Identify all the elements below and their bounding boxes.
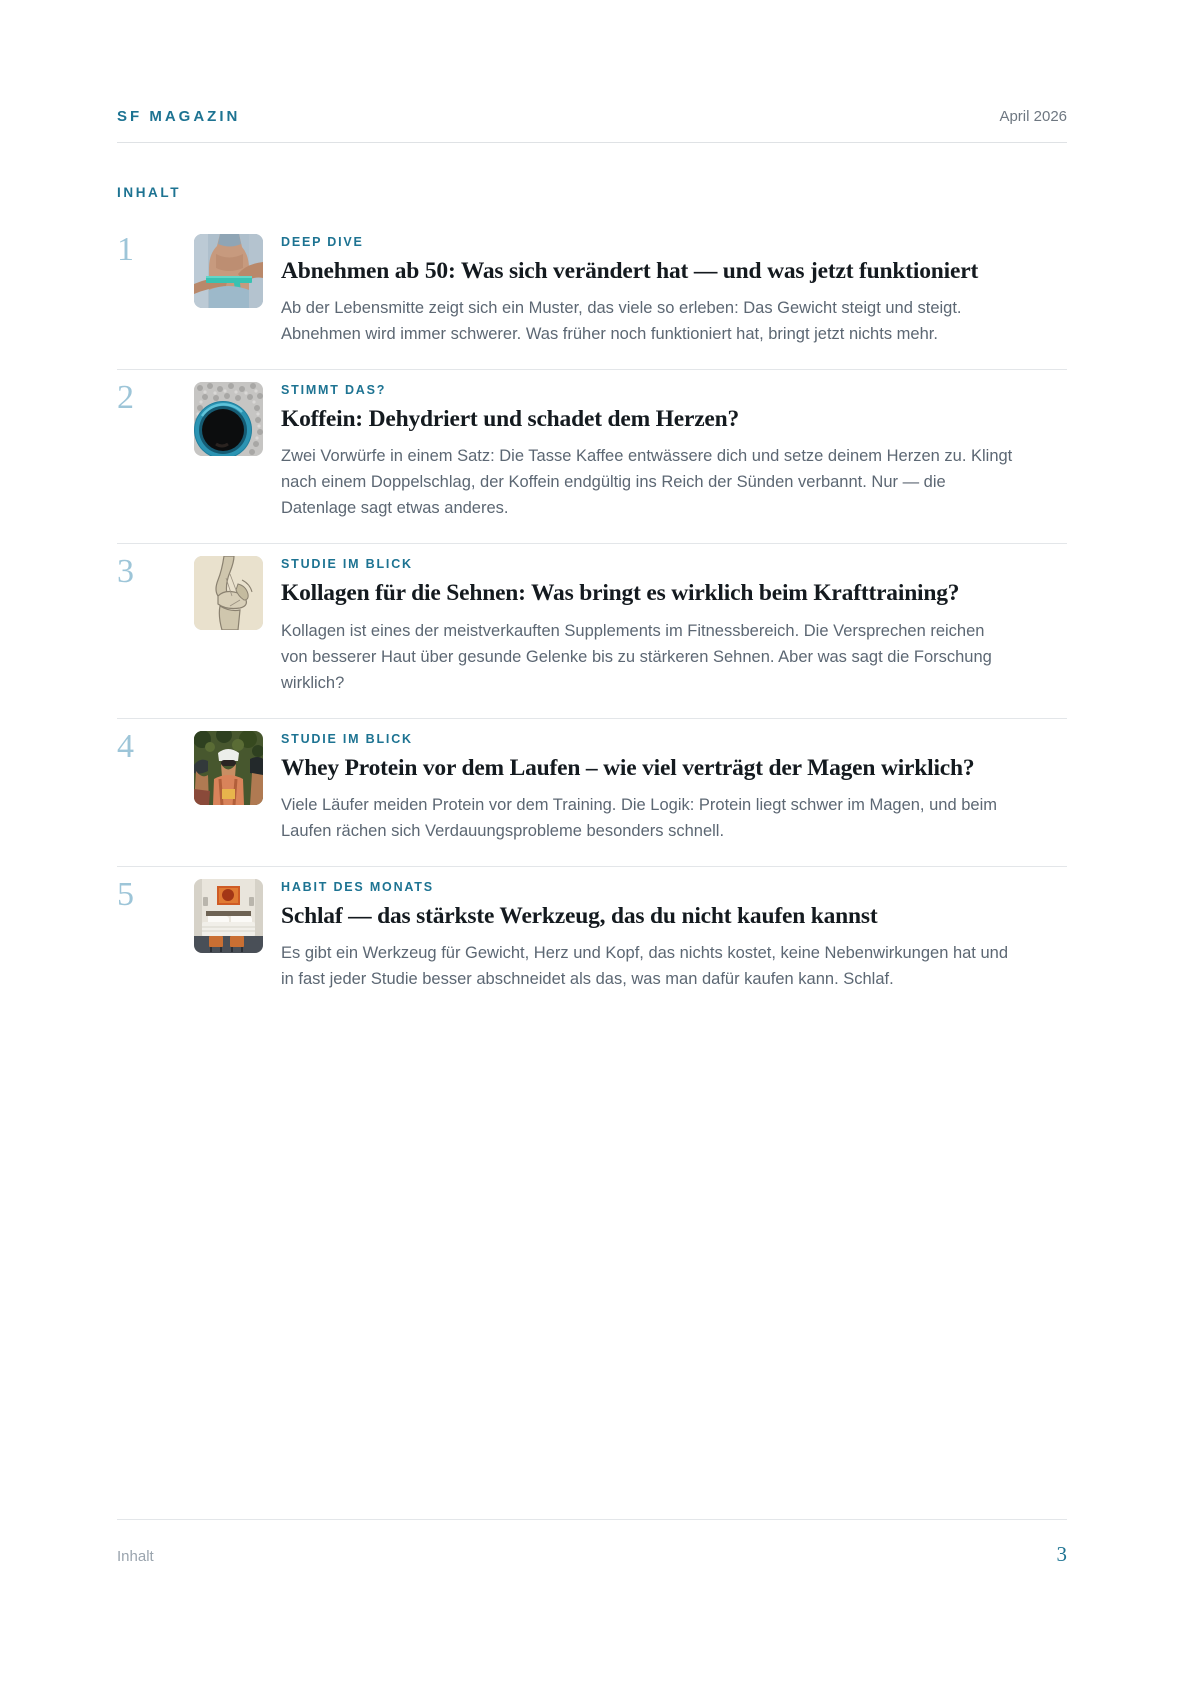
article-entry [281, 879, 1067, 992]
article-thumbnail [194, 382, 263, 456]
article-title: Koffein: Dehydriert und schadet dem Herzen? [281, 406, 740, 433]
article-title: Whey Protein vor dem Laufen – wie viel verträgt der Magen wirklich? [281, 754, 975, 781]
article-entry [281, 556, 1067, 695]
article-entry [281, 234, 1067, 347]
bedroom-photo [194, 879, 263, 953]
article-thumbnail [194, 556, 263, 630]
header-divider [117, 142, 1067, 143]
coffee-cup-top-view-photo [194, 382, 263, 456]
article-category: STUDIE IM BLICK [281, 557, 413, 572]
runners-race-photo [194, 731, 263, 805]
magazine-brand: SF MAGAZIN [117, 108, 241, 125]
article-category: HABIT DES MONATS [281, 879, 434, 894]
article-category: DEEP DIVE [281, 235, 364, 249]
article-title: Abnehmen ab 50: Was sich verändert hat — und was jetzt funktioniert [281, 258, 979, 284]
item-number: 1 [117, 231, 134, 268]
toc-item-2 [117, 370, 1067, 544]
masthead [117, 108, 1067, 125]
article-title: Kollagen für die Sehnen: Was bringt es wirklich beim Krafttraining? [281, 580, 960, 607]
article-description: Viele Läufer meiden Protein vor dem Training. Die Logik: Protein liegt schwer im Magen, und beim Laufen rächen sich Verdauungsprobleme besonders schnell. [281, 795, 997, 840]
article-description: Kollagen ist eines der meistverkauften Supplements im Fitnessbereich. Die Versprechen reichen von besserer Haut über gesunde Gelenke bis zu stärkeren Sehnen. Aber was sagt die Forschung wirklich? [281, 621, 992, 692]
page-number: 3 [1056, 1542, 1067, 1566]
article-entry [281, 731, 1067, 844]
footer-row [117, 1520, 1067, 1685]
contents-heading: INHALT [117, 185, 182, 200]
item-number: 5 [117, 875, 134, 913]
article-category: STIMMT DAS? [281, 383, 387, 398]
item-number: 3 [117, 553, 134, 591]
article-thumbnail [194, 234, 263, 308]
toc-item-5 [117, 867, 1067, 1014]
article-description: Ab der Lebensmitte zeigt sich ein Muster, das viele so erleben: Das Gewicht steigt und steigt. Abnehmen wird immer schwerer. Was früher noch funktioniert hat, bringt jetzt nichts mehr. [281, 299, 962, 344]
article-title: Schlaf — das stärkste Werkzeug, das du nicht kaufen kannst [281, 902, 878, 929]
waist-measuring-tape-photo [194, 234, 263, 308]
page-footer [117, 1519, 1067, 1685]
article-description: Es gibt ein Werkzeug für Gewicht, Herz und Kopf, das nichts kostet, keine Nebenwirkungen hat und in fast jeder Studie besser abschneidet als das, was man dafür kaufen kann. Schlaf. [281, 944, 1009, 989]
issue-date: April 2026 [999, 108, 1067, 125]
table-of-contents [117, 231, 1067, 1014]
toc-item-4 [117, 719, 1067, 867]
toc-item-1 [117, 231, 1067, 370]
article-thumbnail [194, 879, 263, 953]
toc-item-3 [117, 544, 1067, 718]
article-category: STUDIE IM BLICK [281, 731, 413, 746]
item-number: 4 [117, 727, 134, 765]
article-entry [281, 382, 1067, 521]
article-thumbnail [194, 731, 263, 805]
article-description: Zwei Vorwürfe in einem Satz: Die Tasse Kaffee entwässere dich und setze deinem Herzen zu. Klingt nach einem Doppelschlag, der Koffein endgültig ins Reich der Sünden verbannt. Nur — die Datenlage sagt etwas anderes. [281, 447, 1013, 518]
item-number: 2 [117, 379, 134, 417]
footer-section-label: Inhalt [117, 1548, 154, 1565]
knee-anatomy-sketch [194, 556, 263, 630]
